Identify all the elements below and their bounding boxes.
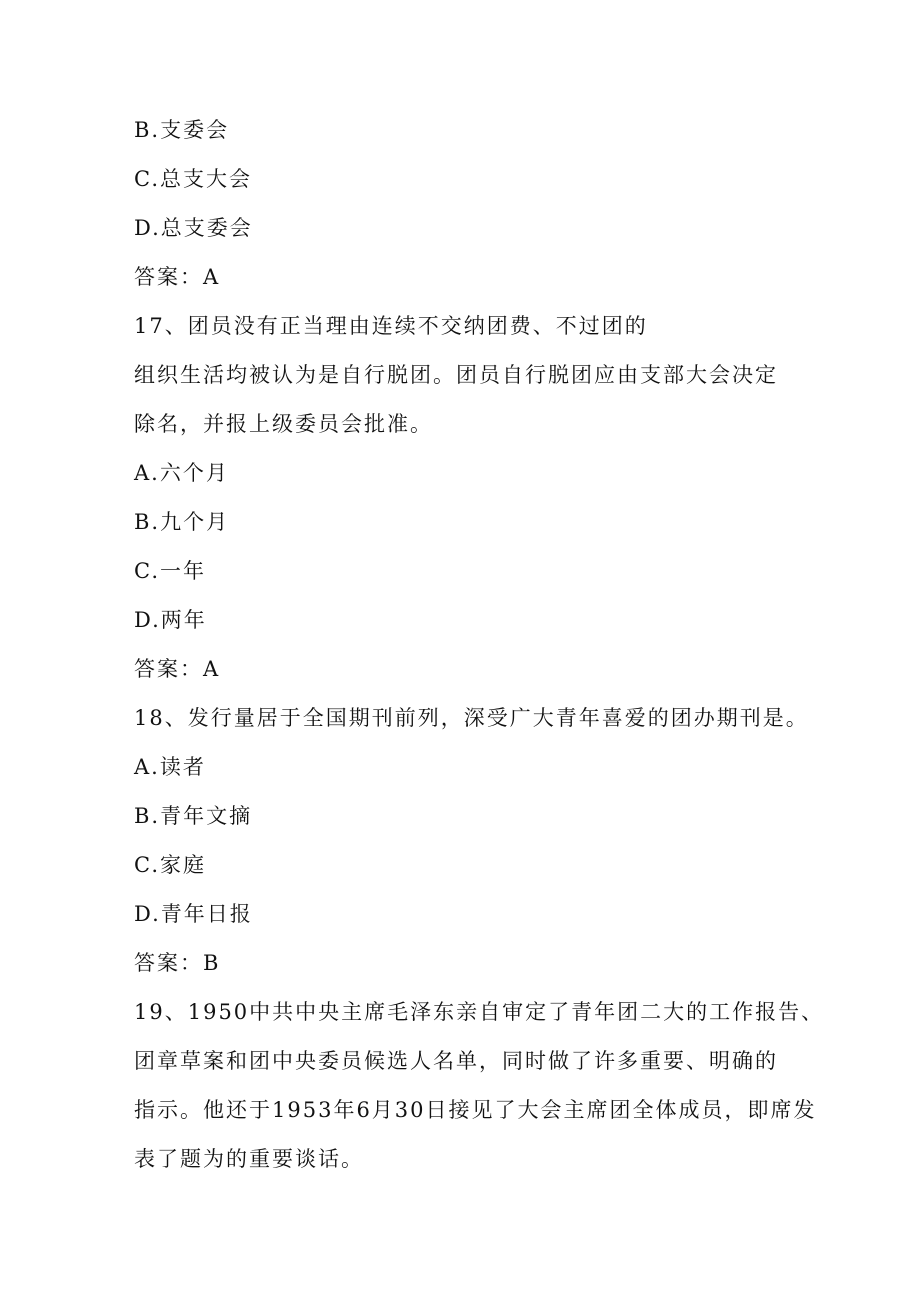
option-d-q16: D.总支委会 xyxy=(134,216,253,240)
option-c-q17: C.一年 xyxy=(134,559,206,583)
question-18: 18、发行量居于全国期刊前列，深受广大青年喜爱的团办期刊是。 xyxy=(134,706,809,730)
option-a-q18: A.读者 xyxy=(134,755,206,779)
option-a-q17: A.六个月 xyxy=(134,461,229,485)
question-17-line-3: 除名，并报上级委员会批准。 xyxy=(134,412,433,436)
answer-q18: 答案：B xyxy=(134,951,221,975)
option-c-q18: C.家庭 xyxy=(134,853,206,877)
answer-q17: 答案：A xyxy=(134,657,221,681)
question-17-line-2: 组织生活均被认为是自行脱团。团员自行脱团应由支部大会决定 xyxy=(134,363,778,387)
option-b-q16: B.支委会 xyxy=(134,118,230,142)
option-b-q17: B.九个月 xyxy=(134,510,230,534)
question-19-line-4: 表了题为的重要谈话。 xyxy=(134,1147,364,1171)
option-b-q18: B.青年文摘 xyxy=(134,804,253,828)
question-19-line-2: 团章草案和团中央委员候选人名单，同时做了许多重要、明确的 xyxy=(134,1049,778,1073)
question-19-line-1: 19、1950中共中央主席毛泽东亲自审定了青年团二大的工作报告、 xyxy=(134,1000,825,1024)
option-d-q17: D.两年 xyxy=(134,608,207,632)
option-d-q18: D.青年日报 xyxy=(134,902,253,926)
option-c-q16: C.总支大会 xyxy=(134,167,252,191)
answer-q16: 答案：A xyxy=(134,265,221,289)
question-17-line-1: 17、团员没有正当理由连续不交纳团费、不过团的 xyxy=(134,314,648,338)
question-19-line-3: 指示。他还于1953年6月30日接见了大会主席团全体成员，即席发 xyxy=(134,1098,817,1122)
